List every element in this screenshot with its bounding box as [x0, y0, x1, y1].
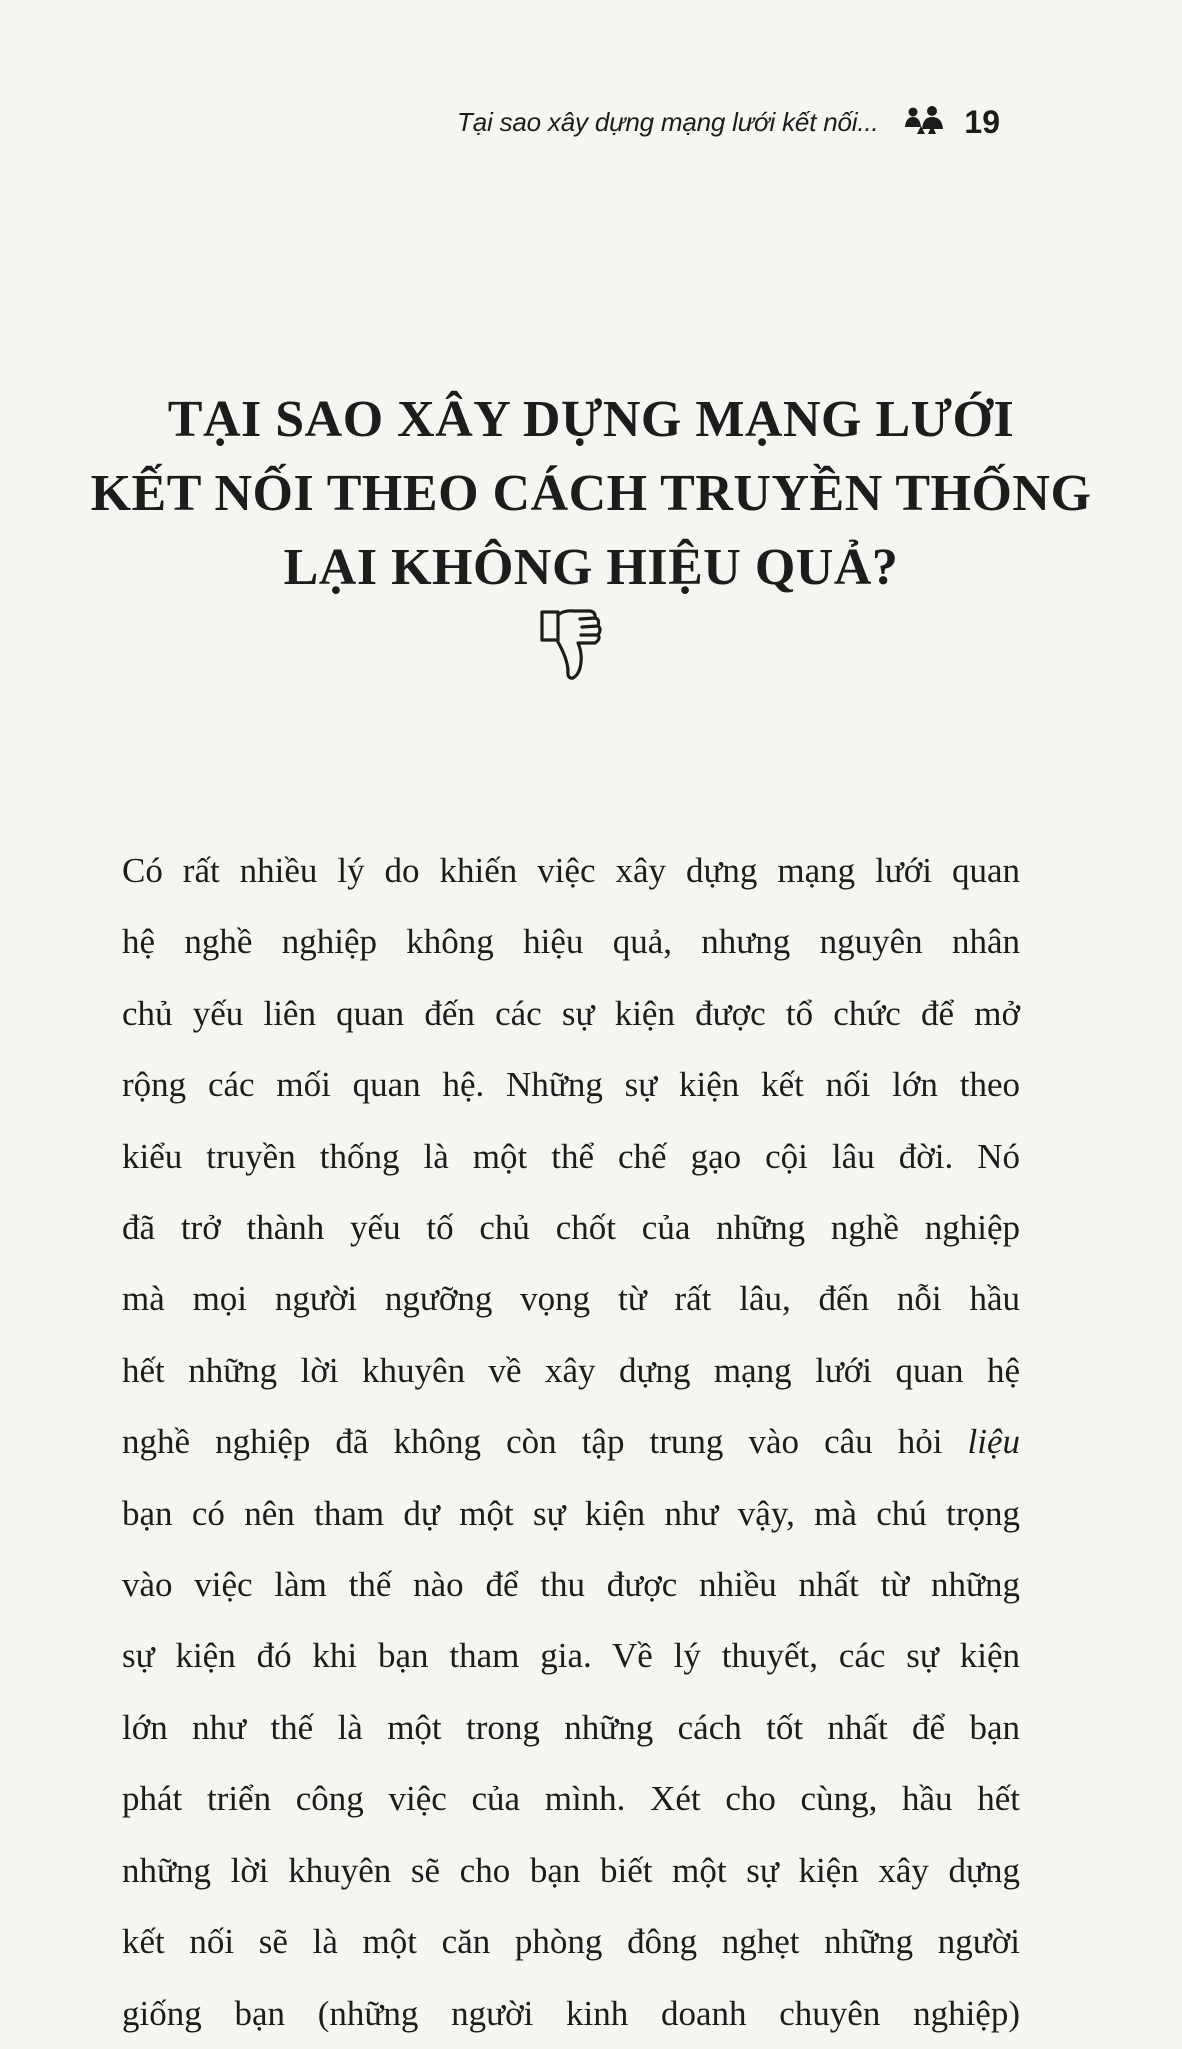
chapter-title-line: LẠI KHÔNG HIỆU QUẢ? [283, 538, 899, 596]
page-number: 19 [964, 104, 1000, 140]
body-line-text: phát triển công việc của mình. Xét cho cùng, hầu hết [122, 1779, 1020, 1819]
body-line-text: mà mọi người ngưỡng vọng từ rất lâu, đến nỗi hầu [122, 1279, 1020, 1319]
body-line-text: sự kiện đó khi bạn tham gia. Về lý thuyết, các sự kiện [122, 1636, 1020, 1676]
body-line-text: vào việc làm thế nào để thu được nhiều nhất từ những [122, 1565, 1020, 1605]
chapter-title-line: KẾT NỐI THEO CÁCH TRUYỀN THỐNG [90, 464, 1092, 522]
body-line [122, 1263, 1020, 1334]
chapter-title [0, 383, 1182, 605]
running-title: Tại sao xây dựng mạng lưới kết nối... [457, 107, 879, 137]
body-line-text: Có rất nhiều lý do khiến việc xây dựng mạng lưới quan [122, 851, 1020, 890]
body-line [122, 1406, 1020, 1477]
emphasis-word: liệu [967, 1422, 1020, 1462]
body-line [122, 1549, 1020, 1620]
body-line [122, 1335, 1020, 1406]
body-line [122, 1906, 1020, 1977]
body-line [122, 1763, 1020, 1834]
chapter-title-line: TẠI SAO XÂY DỰNG MẠNG LƯỚI [167, 390, 1015, 448]
body-line-text: rộng các mối quan hệ. Những sự kiện kết nối lớn theo [122, 1065, 1020, 1105]
people-icon [904, 105, 944, 140]
body-line-text: bạn có nên tham dự một sự kiện như vậy, mà chú trọng [122, 1493, 1020, 1533]
thumbs-down-icon [536, 606, 602, 682]
body-line [122, 1121, 1020, 1192]
body-line-text: kiểu truyền thống là một thể chế gạo cội lâu đời. Nó [122, 1136, 1020, 1176]
body-line [122, 906, 1020, 977]
body-line-text: hệ nghề nghiệp không hiệu quả, nhưng nguyên nhân [122, 922, 1020, 962]
body-line-text: đã trở thành yếu tố chủ chốt của những nghề nghiệp [122, 1208, 1020, 1248]
body-line [122, 1192, 1020, 1263]
body-line-text: chủ yếu liên quan đến các sự kiện được tổ chức để mở [122, 993, 1020, 1033]
running-header [0, 104, 1000, 141]
body-line [122, 1835, 1020, 1906]
body-line [122, 978, 1020, 1049]
body-line [122, 835, 1020, 906]
body-line-text: những lời khuyên sẽ cho bạn biết một sự kiện xây dựng [122, 1850, 1020, 1890]
body-line-text: lớn như thế là một trong những cách tốt nhất để bạn [122, 1707, 1020, 1747]
body-line-text: kết nối sẽ là một căn phòng đông nghẹt những người [122, 1922, 1020, 1962]
body-line-text: nghề nghiệp đã không còn tập trung vào câu hỏi [122, 1422, 943, 1462]
body-line [122, 1692, 1020, 1763]
body-line [122, 1478, 1020, 1549]
body-line [122, 1978, 1020, 2049]
body-line [122, 1620, 1020, 1691]
body-line [122, 1049, 1020, 1120]
body-text [122, 835, 1020, 2049]
body-line-text: giống bạn (những người kinh doanh chuyên nghiệp) [122, 1993, 1020, 2033]
body-line-text: hết những lời khuyên về xây dựng mạng lưới quan hệ [122, 1350, 1020, 1390]
